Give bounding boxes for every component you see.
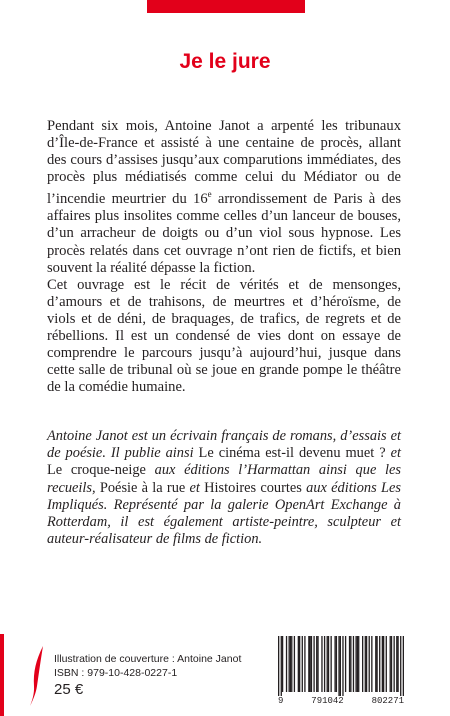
bio-text-1: Antoine Janot est un écrivain français de romans, d’essais et de poésie. Il publie ainsi	[47, 428, 401, 462]
summary-paragraph-2: Cet ouvrage est le récit de vérités et de mensonges, d’amours et de trahisons, de meurtres et d’héroïsme, de viols et de déni, de braquages, de trafics, de regrets et de rébellions. Il est un condensé de vies dont on essaye de comprendre le parcours jusqu’à aujourd’hui, jusque dans cette salle de tribunal où se joue en grande pompe le théâtre de la comédie humaine.	[47, 276, 401, 396]
barcode-bar	[349, 636, 350, 692]
barcode-bar	[396, 636, 397, 692]
barcode-bar	[403, 636, 404, 696]
top-accent-bar	[147, 0, 305, 13]
barcode-bar	[338, 636, 339, 696]
barcode-bar	[390, 636, 391, 692]
publisher-feather-logo	[30, 646, 44, 706]
bio-text-4: et	[189, 479, 200, 496]
bio-book-3: Poésie à la rue	[99, 479, 186, 496]
illustration-credit: Illustration de couverture : Antoine Janot	[54, 653, 242, 665]
barcode-bar	[290, 636, 291, 692]
barcode-bar	[371, 636, 372, 692]
barcode-bar	[386, 636, 387, 692]
barcode-bar	[394, 636, 395, 692]
barcode-bar	[311, 636, 312, 692]
barcode-bar	[382, 636, 383, 692]
barcode-digit-group-1: 791042	[311, 696, 344, 706]
price: 25 €	[54, 681, 84, 698]
barcode-bar	[294, 636, 295, 692]
barcode-bars	[278, 636, 404, 696]
barcode-bar	[291, 636, 292, 692]
barcode-bar	[350, 636, 351, 692]
barcode-bar	[327, 636, 328, 692]
barcode-bar	[299, 636, 300, 692]
bio-book-2: Le croque-neige	[47, 462, 146, 479]
barcode-bar	[362, 636, 363, 692]
barcode-bar	[331, 636, 332, 692]
barcode-bar	[334, 636, 335, 692]
isbn-text: ISBN : 979-10-428-0227-1	[54, 667, 178, 679]
barcode-bar	[336, 636, 337, 692]
book-title: Je le jure	[179, 50, 271, 73]
barcode-bar	[353, 636, 354, 692]
barcode-bar	[357, 636, 358, 692]
bio-text-3: aux éditions l’Harmattan ainsi que les recueils,	[47, 462, 401, 496]
barcode-bar	[358, 636, 359, 692]
barcode-bar	[379, 636, 380, 692]
bio-text-2: et	[390, 445, 401, 462]
barcode-bar	[321, 636, 322, 692]
barcode-digit-group-2: 802271	[371, 696, 404, 706]
barcode-bar	[366, 636, 367, 692]
barcode-bar	[345, 636, 346, 692]
barcode-bar	[391, 636, 392, 692]
barcode-bar	[340, 636, 341, 696]
barcode-bar	[278, 636, 279, 696]
barcode-bar	[324, 636, 325, 692]
barcode-bar	[282, 636, 283, 692]
barcode-bar	[369, 636, 370, 692]
barcode-digit-lead: 9	[278, 696, 284, 706]
barcode-bar	[286, 636, 287, 692]
barcode-bar	[400, 636, 401, 696]
barcode-bar	[383, 636, 384, 692]
barcode-bar	[328, 636, 329, 692]
back-cover-summary	[47, 118, 401, 396]
barcode-bar	[289, 636, 290, 692]
barcode-digits	[278, 696, 404, 706]
barcode-bar	[308, 636, 309, 692]
barcode-bar	[310, 636, 311, 692]
barcode-bar	[375, 636, 376, 692]
credits-block	[54, 652, 241, 680]
barcode-bar	[316, 636, 317, 692]
barcode-bar	[342, 636, 343, 696]
left-accent-strip	[0, 634, 4, 716]
barcode-bar	[376, 636, 377, 692]
barcode-bar	[355, 636, 356, 692]
barcode-bar	[281, 636, 282, 696]
barcode-bar	[313, 636, 314, 692]
barcode-bar	[397, 636, 398, 692]
bio-book-1: Le cinéma est-il devenu muet ?	[198, 445, 386, 462]
barcode-bar	[298, 636, 299, 692]
summary-paragraph-1: Pendant six mois, Antoine Janot a arpenté les tribunaux d’Île-de-France et assisté à une centaine de procès, allant des cours d’assises jusqu’aux comparutions immédiates, des procès plus médiatisés comme celui du Médiator ou de l’incendie meurtrier du 16e arrondissement de Paris à des affaires plus insolites comme celles d’un lanceur de bouses, d’un arracheur de doigts ou d’un viol sous hypnose. Les procès relatés dans cet ouvrage n’ont rien de fictifs, et bien souvent la réalité dépasse la fiction.	[47, 118, 401, 276]
barcode-bar	[302, 636, 303, 692]
barcode-bar	[304, 636, 305, 692]
isbn-barcode	[278, 636, 404, 710]
barcode-bar	[317, 636, 318, 692]
author-bio	[47, 428, 401, 548]
bio-text-5: aux éditions Les Impliqués. Représenté par la galerie OpenArt Exchange à Rotterdam, il est également artiste-peintre, sculpteur et auteur-réalisateur de films de fiction.	[47, 479, 401, 548]
barcode-bar	[365, 636, 366, 692]
bio-book-4: Histoires courtes	[204, 479, 302, 496]
